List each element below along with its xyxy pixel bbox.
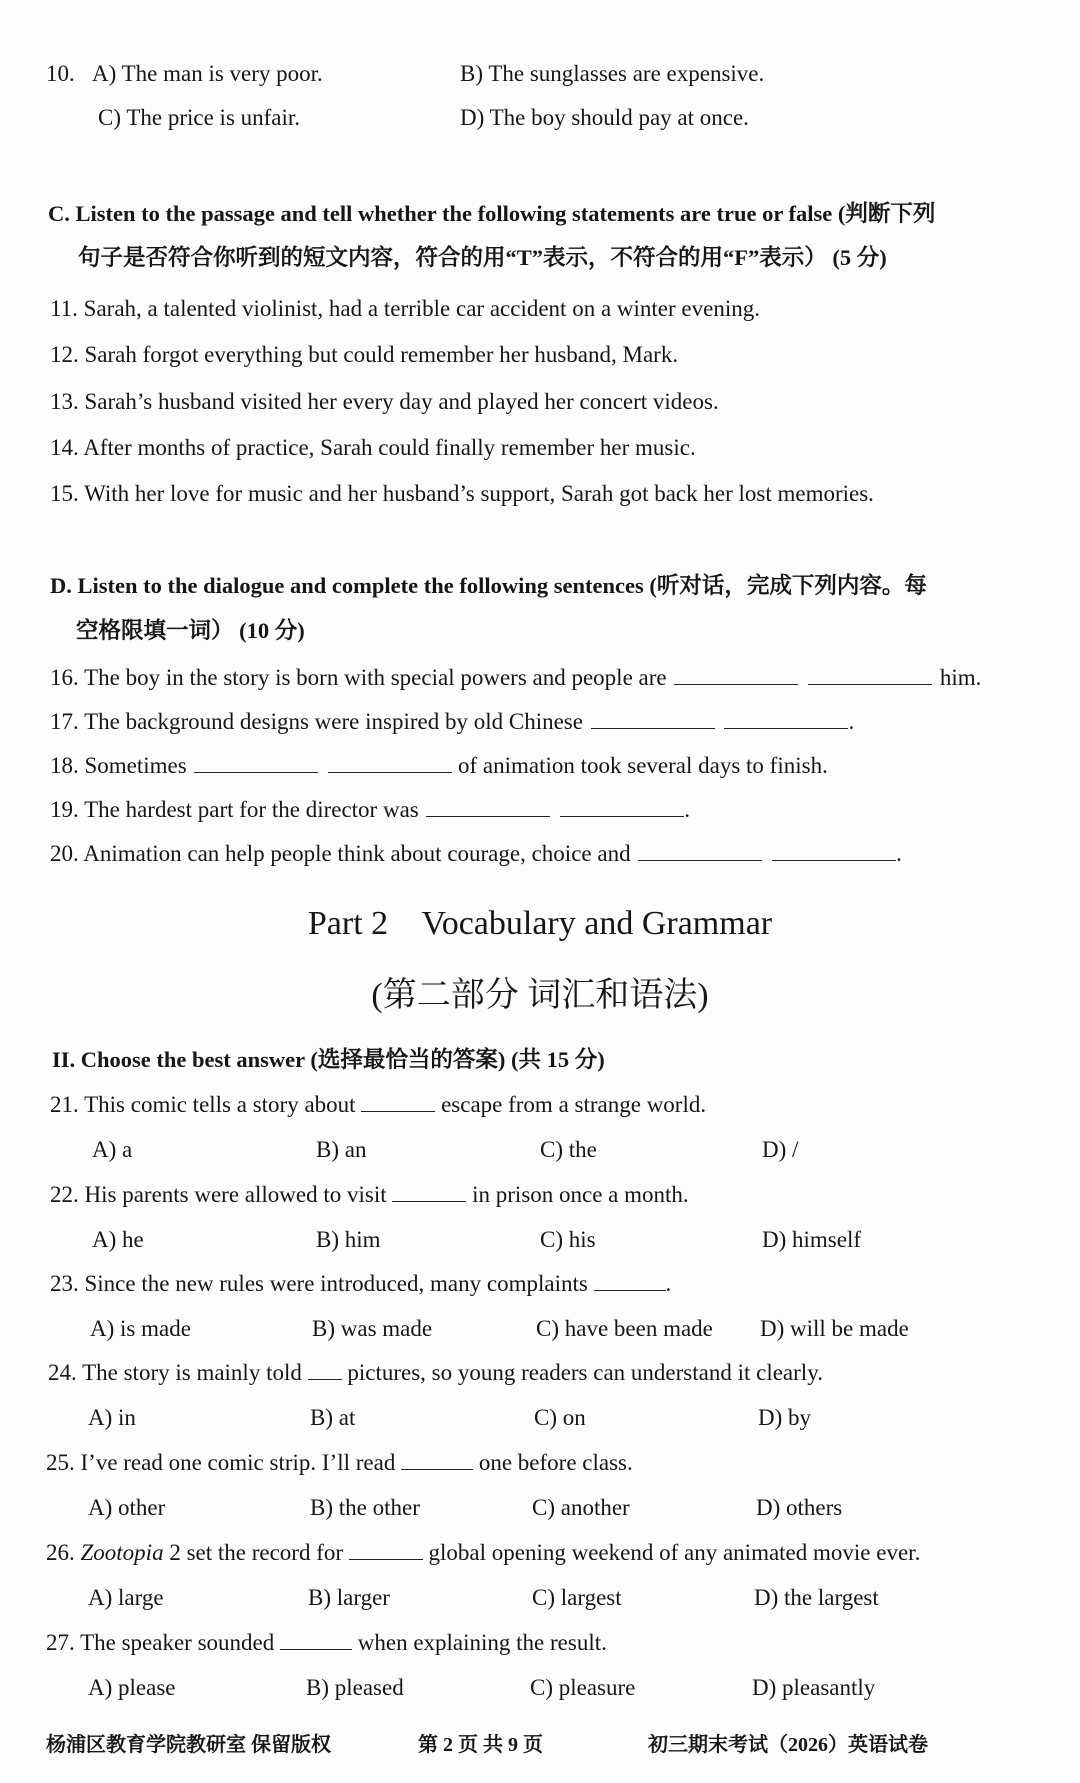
answer-blank[interactable] xyxy=(808,664,932,685)
q23-option-a: A) is made xyxy=(90,1316,191,1341)
q23-option-c: C) have been made xyxy=(536,1316,713,1341)
question-24: 24. The story is mainly told pictures, so young readers can understand it clearly. xyxy=(48,1360,823,1385)
sentence-18: 18. Sometimes of animation took several days to finish. xyxy=(50,753,828,778)
statement-15: 15. With her love for music and her husband’s support, Sarah got back her lost memories. xyxy=(50,481,874,506)
answer-blank[interactable] xyxy=(392,1181,466,1202)
q10-option-c: C) The price is unfair. xyxy=(98,105,301,130)
q22-option-b: B) him xyxy=(316,1227,381,1252)
q10-option-d: D) The boy should pay at once. xyxy=(460,105,749,130)
answer-blank[interactable] xyxy=(308,1359,342,1380)
statement-14: 14. After months of practice, Sarah could finally remember her music. xyxy=(50,435,696,460)
answer-blank[interactable] xyxy=(772,840,896,861)
answer-blank[interactable] xyxy=(280,1629,352,1650)
footer-copyright: 杨浦区教育学院教研室 保留版权 xyxy=(46,1734,331,1756)
q26-option-d: D) the largest xyxy=(754,1585,879,1610)
question-26: 26. Zootopia 2 set the record for global opening weekend of any animated movie ever. xyxy=(46,1540,921,1565)
q27-option-c: C) pleasure xyxy=(530,1675,636,1700)
section-c-heading-line1: C. Listen to the passage and tell whether the following statements are true or false (判断下列 xyxy=(48,201,936,226)
q26-option-c: C) largest xyxy=(532,1585,622,1610)
q21-option-a: A) a xyxy=(92,1137,133,1162)
answer-blank[interactable] xyxy=(194,752,318,773)
footer-page-number: 第 2 页 共 9 页 xyxy=(418,1734,543,1756)
section-d-heading-line2: 空格限填一词） (10 分) xyxy=(76,618,305,643)
sentence-20: 20. Animation can help people think about courage, choice and . xyxy=(50,841,902,866)
statement-12: 12. Sarah forgot everything but could remember her husband, Mark. xyxy=(50,342,679,367)
q25-option-c: C) another xyxy=(532,1495,630,1520)
section-c-heading-line2: 句子是否符合你听到的短文内容，符合的用“T”表示，不符合的用“F”表示） (5 分) xyxy=(78,245,887,270)
answer-blank[interactable] xyxy=(328,752,452,773)
q24-option-a: A) in xyxy=(88,1405,136,1430)
answer-blank[interactable] xyxy=(361,1091,435,1112)
q22-option-d: D) himself xyxy=(762,1227,862,1252)
q23-option-b: B) was made xyxy=(312,1316,433,1341)
q27-option-d: D) pleasantly xyxy=(752,1675,876,1700)
answer-blank[interactable] xyxy=(638,840,762,861)
q23-option-d: D) will be made xyxy=(760,1316,909,1341)
answer-blank[interactable] xyxy=(401,1449,473,1470)
statement-13: 13. Sarah’s husband visited her every day and played her concert videos. xyxy=(50,389,719,414)
sentence-19: 19. The hardest part for the director was . xyxy=(50,797,690,822)
part-2-title: Part 2 Vocabulary and Grammar xyxy=(307,905,773,942)
q27-option-b: B) pleased xyxy=(306,1675,404,1700)
q25-option-a: A) other xyxy=(88,1495,166,1520)
q24-option-c: C) on xyxy=(534,1405,586,1430)
sentence-17: 17. The background designs were inspired by old Chinese . xyxy=(50,709,855,734)
sentence-16: 16. The boy in the story is born with special powers and people are him. xyxy=(50,665,982,690)
q21-option-c: C) the xyxy=(540,1137,597,1162)
q25-option-d: D) others xyxy=(756,1495,843,1520)
q24-option-b: B) at xyxy=(310,1405,356,1430)
answer-blank[interactable] xyxy=(674,664,798,685)
question-23: 23. Since the new rules were introduced, many complaints . xyxy=(50,1271,672,1296)
q10-number: 10. xyxy=(46,61,75,86)
q27-option-a: A) please xyxy=(88,1675,176,1700)
statement-11: 11. Sarah, a talented violinist, had a terrible car accident on a winter evening. xyxy=(50,296,760,321)
q10-option-b: B) The sunglasses are expensive. xyxy=(460,61,765,86)
answer-blank[interactable] xyxy=(560,796,684,817)
question-22: 22. His parents were allowed to visit in prison once a month. xyxy=(50,1182,689,1207)
part-2-subtitle: (第二部分 词汇和语法) xyxy=(371,977,709,1014)
question-27: 27. The speaker sounded when explaining the result. xyxy=(46,1630,607,1655)
q26-option-a: A) large xyxy=(88,1585,164,1610)
question-25: 25. I’ve read one comic strip. I’ll read one before class. xyxy=(46,1450,633,1475)
q26-option-b: B) larger xyxy=(308,1585,390,1610)
answer-blank[interactable] xyxy=(591,708,715,729)
q10-option-a: A) The man is very poor. xyxy=(92,61,323,86)
q21-option-b: B) an xyxy=(316,1137,367,1162)
section-d-heading-line1: D. Listen to the dialogue and complete the following sentences (听对话，完成下列内容。每 xyxy=(50,573,927,598)
section-ii-heading: II. Choose the best answer (选择最恰当的答案) (共 15 分) xyxy=(52,1047,605,1072)
q25-option-b: B) the other xyxy=(310,1495,420,1520)
q24-option-d: D) by xyxy=(758,1405,812,1430)
answer-blank[interactable] xyxy=(594,1270,666,1291)
answer-blank[interactable] xyxy=(426,796,550,817)
question-21: 21. This comic tells a story about escape from a strange world. xyxy=(50,1092,707,1117)
footer-exam-title: 初三期末考试（2026）英语试卷 xyxy=(648,1734,928,1756)
q22-option-c: C) his xyxy=(540,1227,596,1252)
q22-option-a: A) he xyxy=(92,1227,144,1252)
q21-option-d: D) / xyxy=(762,1137,799,1162)
answer-blank[interactable] xyxy=(724,708,848,729)
answer-blank[interactable] xyxy=(349,1539,423,1560)
